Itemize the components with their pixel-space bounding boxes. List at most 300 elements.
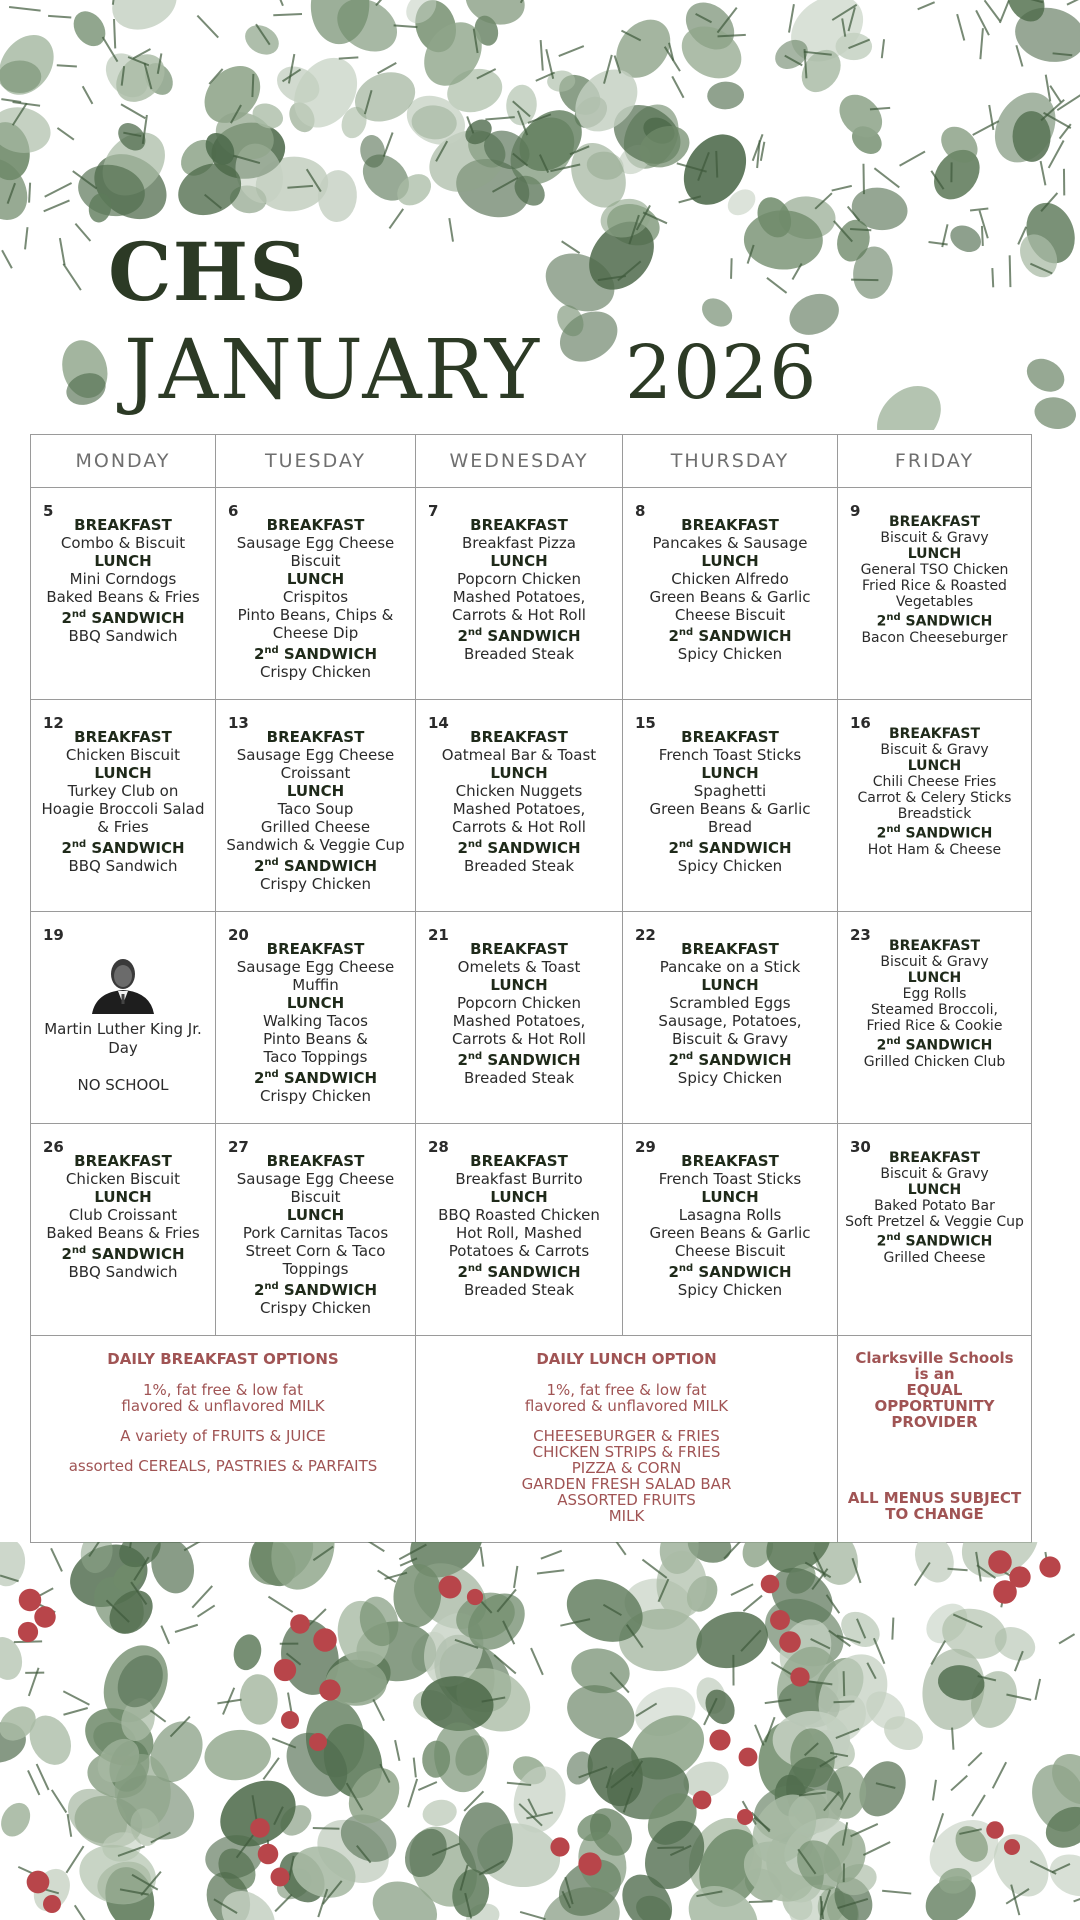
day-menu <box>838 938 1031 1070</box>
breakfast-label: BREAKFAST <box>266 940 365 958</box>
ordinal-suffix: nd <box>886 1036 901 1047</box>
berry-shape <box>986 1821 1003 1838</box>
second-sandwich-label: 2nd SANDWICH <box>876 1232 993 1250</box>
day-cell <box>31 1124 216 1336</box>
berry-shape <box>27 1871 50 1894</box>
footer-heading: DAILY LUNCH OPTION <box>536 1350 717 1368</box>
day-number: 9 <box>850 502 861 520</box>
leaf-shape <box>240 19 284 60</box>
footer-group <box>31 1382 415 1414</box>
sandwich-item: Breaded Steak <box>463 857 575 875</box>
daily-lunch-option <box>416 1336 838 1543</box>
lunch-item: Walking Tacos <box>263 1012 368 1030</box>
sandwich-item: Breaded Steak <box>463 1281 575 1299</box>
pine-needle-shape <box>252 74 253 97</box>
pine-needle-shape <box>9 7 41 11</box>
lunch-item: Street Corn & Taco <box>245 1242 386 1260</box>
day-number: 19 <box>43 926 64 944</box>
footer-line: ASSORTED FRUITS <box>557 1491 696 1509</box>
year-title: 2026 <box>625 330 818 416</box>
pine-needle-shape <box>57 65 77 66</box>
day-number: 12 <box>43 714 64 732</box>
breakfast-label: BREAKFAST <box>470 940 568 958</box>
day-menu <box>216 728 415 893</box>
breakfast-item: Sausage Egg Cheese <box>236 534 395 552</box>
pine-needle-shape <box>418 1782 437 1790</box>
pine-needle-shape <box>184 1542 202 1550</box>
pine-needle-shape <box>1 99 21 102</box>
pine-needle-shape <box>273 14 302 15</box>
second-sandwich-label: 2nd SANDWICH <box>457 839 581 857</box>
pine-needle-shape <box>520 1912 545 1919</box>
berry-shape <box>19 1589 42 1612</box>
sandwich-item: Bacon Cheeseburger <box>861 629 1008 646</box>
sandwich-item: Crispy Chicken <box>259 1299 372 1317</box>
berry-shape <box>18 1622 38 1642</box>
breakfast-label: BREAKFAST <box>681 516 779 534</box>
day-number: 20 <box>228 926 249 944</box>
second-sandwich-label: 2nd SANDWICH <box>668 627 792 645</box>
breakfast-label: BREAKFAST <box>74 728 172 746</box>
pine-needle-shape <box>716 151 717 178</box>
pine-needle-shape <box>1050 86 1061 102</box>
pine-needle-shape <box>1010 255 1011 287</box>
footer-group <box>31 1458 415 1474</box>
lunch-item: Popcorn Chicken <box>456 570 582 588</box>
sandwich-item: Spicy Chicken <box>677 857 783 875</box>
pine-needle-shape <box>1049 140 1064 167</box>
ordinal-suffix: nd <box>678 1051 694 1062</box>
pine-needle-shape <box>951 1776 967 1791</box>
daily-breakfast-options <box>31 1336 416 1543</box>
pine-needle-shape <box>384 133 393 157</box>
lunch-label: LUNCH <box>907 546 962 562</box>
ordinal-suffix: nd <box>264 645 279 656</box>
berry-shape <box>988 1550 1012 1574</box>
pine-needle-shape <box>48 16 71 18</box>
leaf-shape <box>864 373 953 430</box>
day-number: 15 <box>635 714 656 732</box>
pine-needle-shape <box>198 1605 215 1616</box>
pine-needle-shape <box>83 86 93 104</box>
leaf-shape <box>261 1542 344 1598</box>
pine-needle-shape <box>60 238 65 265</box>
equal-opportunity-notice <box>838 1350 1031 1430</box>
sandwich-item: Spicy Chicken <box>677 1281 783 1299</box>
breakfast-item: Omelets & Toast <box>457 958 581 976</box>
pine-needle-shape <box>851 280 878 281</box>
pine-needle-shape <box>731 1584 753 1595</box>
leaf-shape <box>420 1797 459 1829</box>
breakfast-item: Biscuit & Gravy <box>880 530 989 546</box>
day-cell <box>416 700 623 912</box>
day-menu <box>416 728 622 875</box>
pine-needle-shape <box>972 1795 985 1816</box>
lunch-label: LUNCH <box>286 994 345 1012</box>
day-cell <box>838 1124 1032 1336</box>
pine-needle-shape <box>559 46 584 56</box>
second-sandwich-label: 2nd SANDWICH <box>876 612 993 630</box>
pine-needle-shape <box>1041 161 1046 185</box>
lunch-label: LUNCH <box>907 970 962 986</box>
lunch-label: LUNCH <box>490 552 548 570</box>
breakfast-item: Biscuit <box>290 552 341 570</box>
berry-shape <box>790 1667 809 1686</box>
pine-needle-shape <box>982 226 983 246</box>
pine-needle-shape <box>51 1548 62 1571</box>
footer-line: 1%, fat free & low fat <box>143 1381 303 1399</box>
menu-calendar <box>30 434 1032 1543</box>
ordinal-suffix: nd <box>886 1232 901 1243</box>
leaf-shape <box>230 1632 264 1673</box>
lunch-item: Egg Rolls <box>902 986 967 1002</box>
breakfast-label: BREAKFAST <box>74 1152 172 1170</box>
pine-needle-shape <box>834 1701 855 1702</box>
pine-needle-shape <box>514 1566 517 1588</box>
pine-needle-shape <box>531 1648 543 1675</box>
berry-shape <box>258 1844 279 1865</box>
pine-needle-shape <box>394 25 418 27</box>
day-menu <box>31 728 215 875</box>
lunch-item: Crispitos <box>282 588 349 606</box>
berry-shape <box>309 1733 327 1751</box>
pine-needle-shape <box>271 0 282 6</box>
day-cell <box>216 1124 416 1336</box>
breakfast-label: BREAKFAST <box>888 726 981 742</box>
pine-needle-shape <box>114 19 115 48</box>
pine-needle-shape <box>28 1770 39 1794</box>
sandwich-item: Breaded Steak <box>463 1069 575 1087</box>
day-cell <box>416 912 623 1124</box>
lunch-item: Cheese Biscuit <box>674 606 786 624</box>
lunch-item: Baked Beans & Fries <box>46 588 200 606</box>
day-number: 28 <box>428 1138 449 1156</box>
lunch-item: Vegetables <box>895 594 974 610</box>
day-menu <box>31 940 215 1095</box>
berry-shape <box>578 1852 601 1875</box>
lunch-label: LUNCH <box>701 764 759 782</box>
lunch-item: Spaghetti <box>693 782 767 800</box>
notice-line: EQUAL <box>906 1381 963 1399</box>
pine-needle-shape <box>313 1828 340 1829</box>
pine-needle-shape <box>358 1542 384 1551</box>
pine-needle-shape <box>980 28 983 59</box>
berry-shape <box>290 1614 310 1634</box>
breakfast-label: BREAKFAST <box>681 1152 779 1170</box>
footer-line: PIZZA & CORN <box>571 1459 682 1477</box>
lunch-item: Mashed Potatoes, <box>452 1012 586 1030</box>
lunch-label: LUNCH <box>94 1188 152 1206</box>
leaf-shape <box>238 1673 279 1726</box>
lunch-item: Biscuit & Gravy <box>671 1030 789 1048</box>
ordinal-suffix: nd <box>678 839 694 850</box>
lunch-label: LUNCH <box>907 758 962 774</box>
pine-needle-shape <box>449 218 453 241</box>
pine-needle-shape <box>44 200 70 211</box>
leaf-shape <box>689 1603 774 1676</box>
sandwich-item: Spicy Chicken <box>677 1069 783 1087</box>
lunch-item: & Fries <box>97 818 149 836</box>
holiday-line: Martin Luther King Jr. <box>44 1020 202 1038</box>
lunch-item: Soft Pretzel & Veggie Cup <box>845 1214 1024 1230</box>
lunch-item: Bread <box>707 818 753 836</box>
lunch-item: Breadstick <box>897 806 972 822</box>
day-menu <box>838 1150 1031 1266</box>
lunch-item: Chicken Alfredo <box>671 570 789 588</box>
berry-shape <box>467 1589 483 1605</box>
day-cell <box>216 912 416 1124</box>
day-menu <box>31 516 215 645</box>
pine-needle-shape <box>993 1762 1006 1788</box>
pine-needle-shape <box>25 227 27 249</box>
second-sandwich-label: 2nd SANDWICH <box>61 1245 185 1263</box>
weekday-friday: FRIDAY <box>838 435 1032 488</box>
sandwich-item: BBQ Sandwich <box>68 857 178 875</box>
berry-shape <box>274 1659 296 1681</box>
ordinal-suffix: nd <box>467 1051 483 1062</box>
breakfast-label: BREAKFAST <box>470 728 568 746</box>
footer-line: flavored & unflavored MILK <box>121 1397 325 1415</box>
lunch-item: Turkey Club on <box>67 782 179 800</box>
pine-needle-shape <box>882 1891 911 1894</box>
lunch-item: Cheese Biscuit <box>674 1242 786 1260</box>
breakfast-label: BREAKFAST <box>681 728 779 746</box>
day-menu <box>216 940 415 1105</box>
second-sandwich-label: 2nd SANDWICH <box>61 609 185 627</box>
breakfast-item: Biscuit & Gravy <box>880 742 989 758</box>
notice-line: PROVIDER <box>891 1413 978 1431</box>
ordinal-suffix: nd <box>71 839 87 850</box>
mlk-portrait-icon <box>88 954 158 1014</box>
sandwich-item: BBQ Sandwich <box>68 1263 178 1281</box>
pine-needle-shape <box>378 63 397 74</box>
pine-needle-shape <box>767 278 787 293</box>
day-cell <box>216 700 416 912</box>
day-cell <box>623 912 838 1124</box>
day-number: 30 <box>850 1138 871 1156</box>
leaf-shape <box>908 1542 960 1588</box>
pine-needle-shape <box>832 186 852 191</box>
pine-needle-shape <box>933 1780 936 1801</box>
berry-shape <box>737 1809 753 1825</box>
day-number: 22 <box>635 926 656 944</box>
day-cell <box>623 700 838 912</box>
breakfast-label: BREAKFAST <box>888 938 981 954</box>
lunch-item: Taco Soup <box>277 800 354 818</box>
breakfast-item: Muffin <box>292 976 339 994</box>
pine-needle-shape <box>985 0 1001 21</box>
holiday-name <box>35 1020 211 1058</box>
sandwich-item: Spicy Chicken <box>677 645 783 663</box>
berry-shape <box>271 1868 290 1887</box>
leaf-shape <box>983 82 1068 174</box>
second-sandwich-label: 2nd SANDWICH <box>61 839 185 857</box>
pine-needle-shape <box>957 14 964 40</box>
day-cell <box>31 912 216 1124</box>
day-cell <box>838 488 1032 700</box>
footer-line: CHICKEN STRIPS & FRIES <box>532 1443 721 1461</box>
berry-shape <box>779 1631 801 1653</box>
pine-needle-shape <box>665 47 680 71</box>
no-school-note: NO SCHOOL <box>77 1076 169 1094</box>
footer-notice <box>838 1336 1032 1543</box>
pine-needle-shape <box>192 1586 212 1608</box>
day-cell <box>416 488 623 700</box>
pine-needle-shape <box>1059 1634 1075 1643</box>
lunch-item: Potatoes & Carrots <box>448 1242 590 1260</box>
footer-line: 1%, fat free & low fat <box>546 1381 707 1399</box>
lunch-label: LUNCH <box>490 976 548 994</box>
day-cell <box>216 488 416 700</box>
lunch-item: Mini Corndogs <box>69 570 177 588</box>
berry-shape <box>1039 1556 1060 1577</box>
day-number: 29 <box>635 1138 656 1156</box>
pine-needle-shape <box>657 1847 684 1848</box>
ordinal-suffix: nd <box>264 1069 279 1080</box>
pine-needle-shape <box>75 224 90 241</box>
day-menu <box>623 728 837 875</box>
pine-needle-shape <box>395 1740 399 1761</box>
pine-needle-shape <box>844 1671 845 1696</box>
lunch-item: Cheese Dip <box>272 624 359 642</box>
holiday-line: Day <box>108 1039 138 1057</box>
pine-needle-shape <box>851 1824 878 1836</box>
breakfast-item: Breakfast Pizza <box>462 534 576 552</box>
second-sandwich-label: 2nd SANDWICH <box>668 1051 792 1069</box>
breakfast-item: French Toast Sticks <box>658 746 802 764</box>
footer-heading: DAILY BREAKFAST OPTIONS <box>107 1350 339 1368</box>
pine-needle-shape <box>1060 124 1071 138</box>
lunch-item: Pork Carnitas Tacos <box>242 1224 389 1242</box>
leaf-shape <box>1021 352 1071 398</box>
breakfast-item: Biscuit & Gravy <box>880 954 989 970</box>
pine-needle-shape <box>718 35 746 36</box>
second-sandwich-label: 2nd SANDWICH <box>876 824 993 842</box>
breakfast-item: Chicken Biscuit <box>65 746 181 764</box>
lunch-item: Mashed Potatoes, <box>452 588 586 606</box>
pine-needle-shape <box>2 250 12 268</box>
second-sandwich-label: 2nd SANDWICH <box>457 1051 581 1069</box>
day-menu <box>623 516 837 663</box>
weekday-wednesday: WEDNESDAY <box>416 435 623 488</box>
day-menu <box>623 1152 837 1299</box>
footer-group <box>416 1382 837 1414</box>
pine-needle-shape <box>980 210 988 238</box>
lunch-item: Fried Rice & Roasted <box>862 578 1007 594</box>
notice-line: TO CHANGE <box>885 1505 984 1523</box>
day-number: 16 <box>850 714 871 732</box>
lunch-label: LUNCH <box>286 782 345 800</box>
ordinal-suffix: nd <box>467 839 483 850</box>
footer-line: MILK <box>608 1507 645 1525</box>
day-cell <box>838 700 1032 912</box>
berry-shape <box>34 1606 55 1627</box>
lunch-label: LUNCH <box>701 976 759 994</box>
leaf-shape <box>696 293 737 333</box>
pine-needle-shape <box>63 264 81 290</box>
pine-needle-shape <box>863 1842 890 1855</box>
breakfast-label: BREAKFAST <box>266 1152 365 1170</box>
pine-needle-shape <box>874 168 899 187</box>
lunch-label: LUNCH <box>490 1188 548 1206</box>
pine-needle-shape <box>973 121 999 135</box>
leaf-shape <box>559 1676 642 1749</box>
pine-needle-shape <box>882 39 884 58</box>
second-sandwich-label: 2nd SANDWICH <box>253 1069 378 1087</box>
footer-line: GARDEN FRESH SALAD BAR <box>521 1475 732 1493</box>
pine-needle-shape <box>63 1691 89 1704</box>
pine-needle-shape <box>63 1708 87 1715</box>
breakfast-label: BREAKFAST <box>74 516 172 534</box>
lunch-label: LUNCH <box>286 1206 345 1224</box>
sandwich-item: Crispy Chicken <box>259 663 372 681</box>
pine-needle-shape <box>743 1596 762 1612</box>
lunch-label: LUNCH <box>907 1182 962 1198</box>
lunch-label: LUNCH <box>701 552 759 570</box>
pine-needle-shape <box>37 1764 49 1790</box>
lunch-item: Green Beans & Garlic <box>649 800 811 818</box>
lunch-label: LUNCH <box>701 1188 759 1206</box>
weekday-tuesday: TUESDAY <box>216 435 416 488</box>
day-menu <box>416 1152 622 1299</box>
day-number: 14 <box>428 714 449 732</box>
pine-needle-shape <box>268 1597 292 1612</box>
menus-subject-to-change <box>838 1490 1031 1522</box>
sandwich-item: Grilled Cheese <box>883 1249 986 1266</box>
day-menu <box>416 940 622 1087</box>
notice-line: is an <box>914 1365 955 1383</box>
day-menu <box>838 514 1031 646</box>
second-sandwich-label: 2nd SANDWICH <box>253 645 378 663</box>
berry-shape <box>709 1729 730 1750</box>
ordinal-suffix: nd <box>678 627 694 638</box>
pine-needle-shape <box>373 1699 384 1720</box>
pine-needle-shape <box>541 40 543 70</box>
footer-line: CHEESEBURGER & FRIES <box>533 1427 720 1445</box>
second-sandwich-label: 2nd SANDWICH <box>457 627 581 645</box>
day-number: 5 <box>43 502 54 520</box>
lunch-label: LUNCH <box>286 570 345 588</box>
leaf-shape <box>430 1719 492 1796</box>
ordinal-suffix: nd <box>886 824 901 835</box>
pine-needle-shape <box>541 1551 562 1559</box>
pine-needle-shape <box>414 1758 416 1778</box>
breakfast-label: BREAKFAST <box>681 940 779 958</box>
sandwich-item: Crispy Chicken <box>259 1087 372 1105</box>
breakfast-item: Sausage Egg Cheese <box>236 958 395 976</box>
footer-line: flavored & unflavored MILK <box>524 1397 729 1415</box>
second-sandwich-label: 2nd SANDWICH <box>668 839 792 857</box>
lunch-item: Green Beans & Garlic <box>649 1224 811 1242</box>
pine-needle-shape <box>1067 0 1080 5</box>
lunch-item: Grilled Cheese <box>260 818 371 836</box>
second-sandwich-label: 2nd SANDWICH <box>253 1281 378 1299</box>
leaf-shape <box>946 220 986 257</box>
berry-shape <box>550 1837 569 1856</box>
ordinal-suffix: nd <box>264 1281 279 1292</box>
lunch-item: Carrots & Hot Roll <box>452 1030 586 1048</box>
leaf-shape <box>707 81 745 110</box>
breakfast-label: BREAKFAST <box>266 728 365 746</box>
leaf-shape <box>0 1542 27 1588</box>
breakfast-item: French Toast Sticks <box>658 1170 802 1188</box>
pine-needle-shape <box>968 1753 982 1766</box>
pine-needle-shape <box>1000 1 1009 23</box>
pine-needle-shape <box>992 268 993 287</box>
day-number: 23 <box>850 926 871 944</box>
pine-needle-shape <box>761 142 765 161</box>
ordinal-suffix: nd <box>264 857 279 868</box>
